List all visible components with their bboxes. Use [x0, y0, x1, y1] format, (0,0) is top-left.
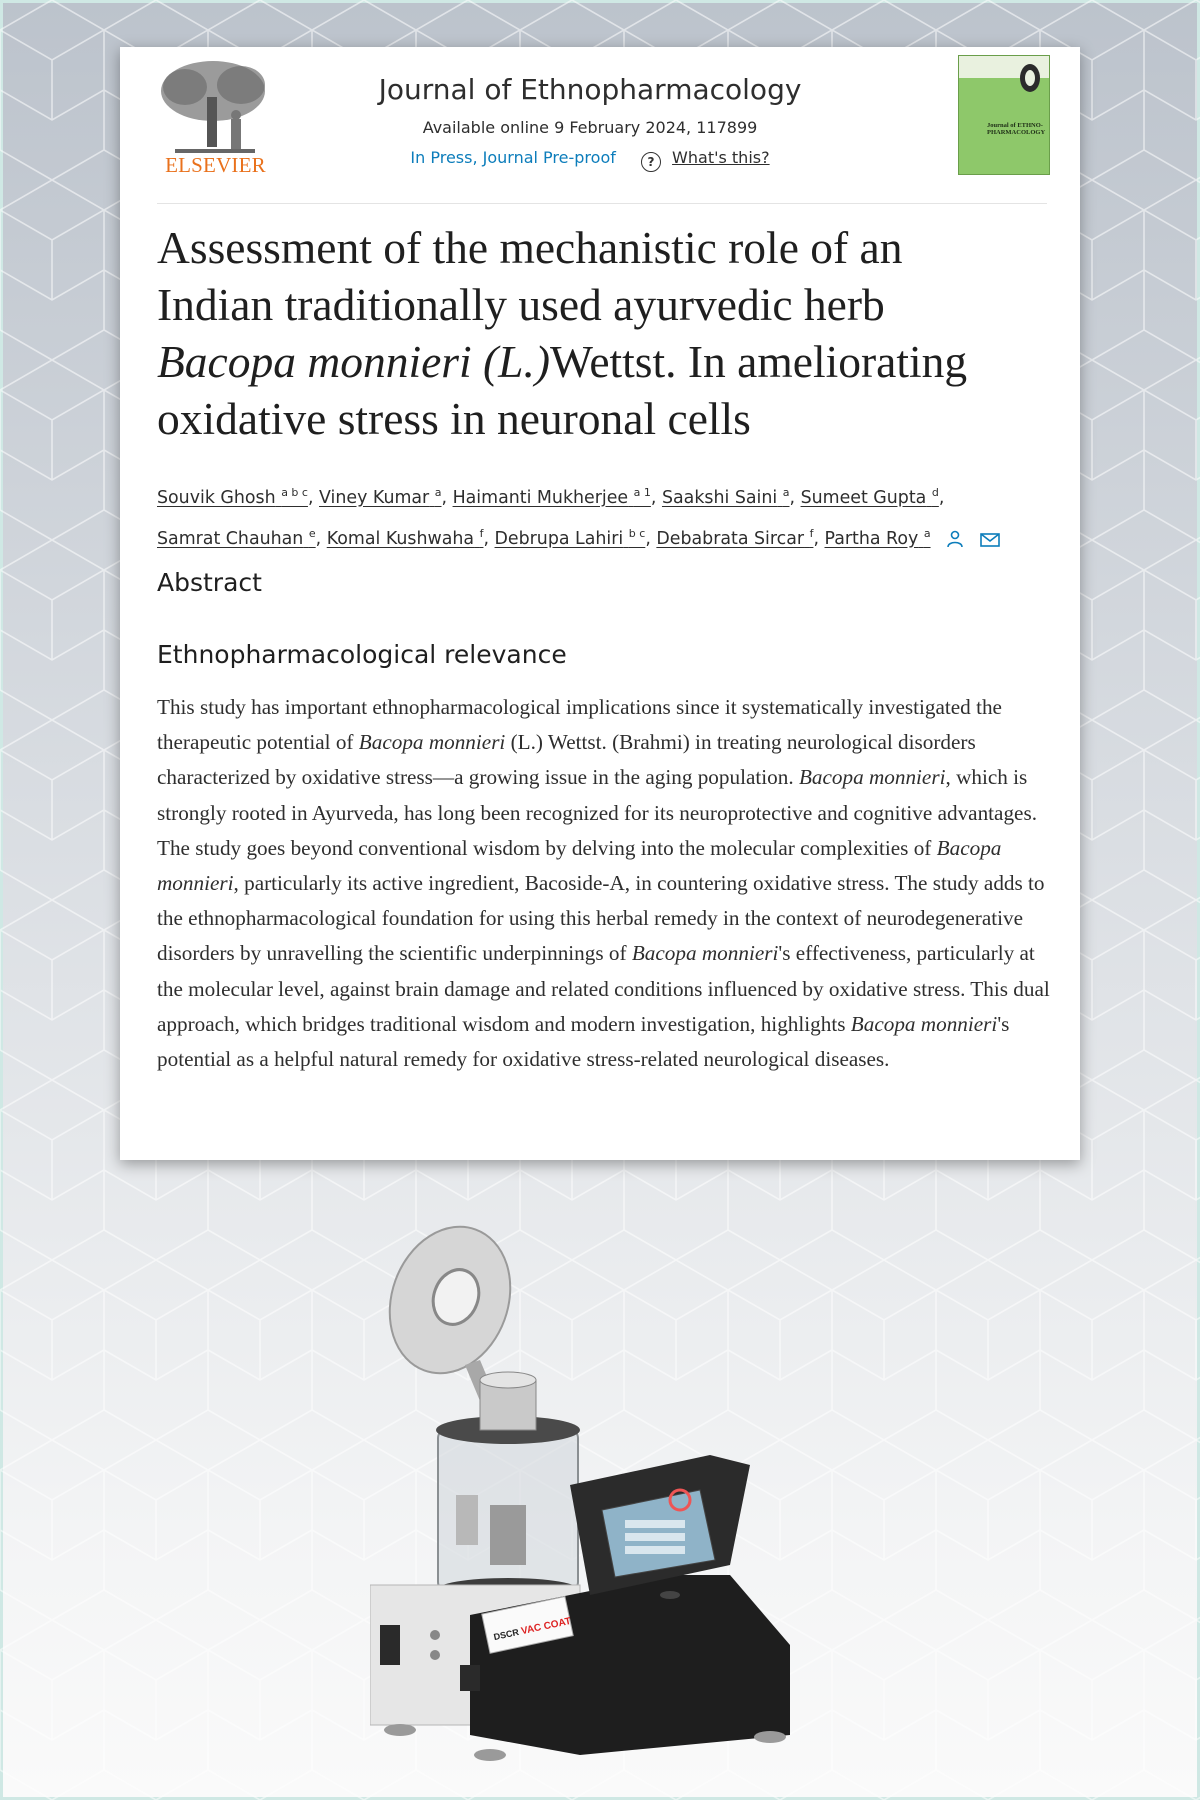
question-mark-icon[interactable]: ? — [641, 152, 661, 172]
journal-cover-thumbnail[interactable] — [958, 55, 1050, 175]
journal-title[interactable]: Journal of Ethnopharmacology — [378, 73, 802, 106]
section-heading: Ethnopharmacological relevance — [157, 640, 567, 669]
whats-this-link[interactable]: What's this? — [672, 148, 770, 167]
author-list: Souvik Ghosh $^{a b c}$, Viney Kumar $^a$, Haimanti Mukherjee $^{a 1}$, Saakshi Saini $^a$, Sumeet Gupta $^d$, Samrat Chauhan $^e$, Komal Kushwaha $^f$, Debrupa Lahiri $^{b c}$, Debabrata Sircar $^f$, Partha Roy $^a$ — [157, 475, 1057, 557]
title-line-4: oxidative stress in neuronal cells — [157, 393, 751, 444]
header-divider — [157, 203, 1047, 204]
cover-journal-title: Journal of ETHNO-PHARMACOLOGY — [987, 122, 1046, 136]
device-brand-label: VAC COAT — [520, 1615, 573, 1638]
title-line-2: Indian traditionally used ayurvedic herb — [157, 279, 885, 330]
author-link[interactable]: Souvik Ghosh $^{a b c}$ — [157, 486, 308, 508]
author-link[interactable]: Debrupa Lahiri $^{b c}$ — [494, 526, 646, 549]
author-link[interactable]: Saakshi Saini $^a$ — [661, 486, 790, 508]
cover-emblem-icon — [1015, 58, 1045, 98]
author-link[interactable]: Haimanti Mukherjee $^{a 1}$ — [452, 486, 651, 508]
publication-status-line — [320, 148, 860, 172]
title-species-italic: Bacopa monnieri (L.) — [157, 336, 551, 387]
sputter-coater-device — [370, 1215, 840, 1765]
person-icon[interactable] — [946, 530, 964, 548]
author-link[interactable]: Samrat Chauhan $^e$ — [157, 526, 316, 549]
email-icon[interactable] — [980, 532, 1000, 548]
author-link[interactable]: Partha Roy $^a$ — [824, 526, 931, 549]
title-line-3: Wettst. In ameliorating — [550, 336, 968, 387]
in-press-link[interactable]: In Press, Journal Pre-proof — [410, 148, 616, 167]
author-link[interactable]: Viney Kumar $^a$ — [319, 486, 442, 508]
author-link[interactable]: Sumeet Gupta $^d$ — [800, 486, 939, 508]
article-title — [157, 219, 1047, 447]
abstract-paragraph: This study has important ethnopharmacological implications since it systematically investigated the therapeutic potential of Bacopa monnieri (L.) Wettst. (Brahmi) in treating neurological disorders characterized by oxidative stress—a growing issue in the aging population. Bacopa monnieri, which is strongly rooted in Ayurveda, has long been recognized for its neuroprotective and cognitive advantages. The study goes beyond conventional wisdom by delving into the molecular complexities of Bacopa monnieri, particularly its active ingredient, Bacoside-A, in countering oxidative stress. The study adds to the ethnopharmacological foundation for using this herbal remedy in the context of neurodegenerative disorders by unravelling the scientific underpinnings of Bacopa monnieri's effectiveness, particularly at the molecular level, against brain damage and related conditions influenced by oxidative stress. This dual approach, which bridges traditional wisdom and modern investigation, highlights Bacopa monnieri's potential as a helpful natural remedy for oxidative stress-related neurological diseases. — [157, 695, 1050, 1072]
elsevier-wordmark[interactable]: ELSEVIER — [165, 153, 266, 177]
author-link[interactable]: Debabrata Sircar $^f$ — [656, 526, 814, 549]
device-model-label: DSCR — [492, 1626, 520, 1643]
availability-date: Available online 9 February 2024, 117899 — [422, 118, 758, 137]
title-line-1: Assessment of the mechanistic role of an — [157, 222, 903, 273]
article-card — [120, 47, 1080, 1160]
abstract-heading: Abstract — [157, 568, 262, 597]
author-link[interactable]: Komal Kushwaha $^f$ — [326, 526, 484, 549]
